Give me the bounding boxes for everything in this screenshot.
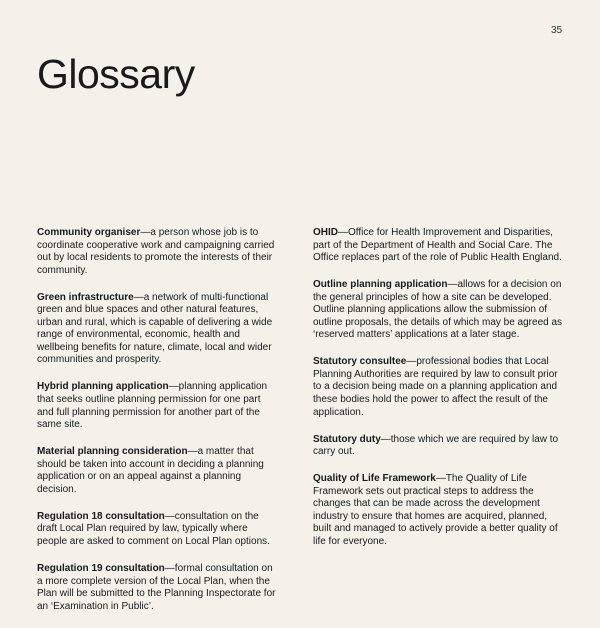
glossary-term: Quality of Life Framework — [313, 473, 436, 485]
glossary-definition: —planning application that seeks outline planning permission for one part and full planning permission for another part of the same site. — [37, 381, 268, 431]
glossary-column-right — [313, 227, 568, 563]
glossary-entry-quality-of-life-framework — [313, 473, 568, 548]
glossary-term: Statutory consultee — [313, 356, 407, 368]
glossary-entry-regulation-18-consultation — [37, 511, 277, 549]
glossary-entry-ohid — [313, 227, 568, 265]
glossary-entry-hybrid-planning-application — [37, 381, 277, 431]
glossary-entry-regulation-19-consultation — [37, 563, 277, 613]
glossary-term: Community organiser — [37, 227, 141, 238]
glossary-term: Green infrastructure — [37, 291, 134, 303]
glossary-entry-green-infrastructure — [37, 292, 277, 367]
glossary-term: OHID — [313, 227, 338, 238]
glossary-definition: —formal consultation on a more complete version of the Local Plan, when the Plan will be submitted to the Planning Inspectorate for an ‘Examination in Public’. — [37, 562, 276, 612]
glossary-term: Statutory duty — [313, 433, 381, 445]
glossary-term: Material planning consideration — [37, 446, 188, 458]
glossary-definition: —those which we are required by law to carry out. — [313, 433, 559, 458]
glossary-definition: —a person whose job is to coordinate cooperative work and campaigning carried out by local residents to promote the interests of their community. — [37, 227, 275, 276]
glossary-term: Outline planning application — [313, 279, 448, 291]
glossary-definition: —a matter that should be taken into account in deciding a planning application or on an appeal against a planning decision. — [37, 446, 264, 495]
glossary-definition: —The Quality of Life Framework sets out practical steps to address the changes that can be made across the development industry to ensure that homes are acquired, planned, built and managed to actively provide a better quality of life for everyone. — [313, 473, 558, 547]
glossary-definition: —a network of multi-functional green and blue spaces and other natural features, urban and rural, which is capable of delivering a wide range of environmental, economic, health and wellbeing benefits for nature, climate, local and wider communities and prosperity. — [37, 291, 273, 366]
glossary-entry-outline-planning-application — [313, 279, 568, 342]
glossary-entry-community-organiser — [37, 227, 277, 277]
glossary-entry-material-planning-consideration — [37, 446, 277, 496]
glossary-entry-statutory-duty — [313, 434, 568, 459]
glossary-column-left — [37, 227, 277, 628]
glossary-definition: —Office for Health Improvement and Disparities, part of the Department of Health and Social Care. The Office replaces part of the role of Public Health England. — [313, 227, 562, 264]
glossary-term: Regulation 18 consultation — [37, 510, 165, 522]
page-title: Glossary — [37, 51, 195, 97]
page-number: 35 — [551, 25, 563, 36]
glossary-definition: —professional bodies that Local Planning Authorities are required by law to consult prior to a decision being made on a planning application and these bodies hold the power to affect the result of the application. — [313, 356, 558, 418]
glossary-definition: —consultation on the draft Local Plan required by law, typically where people are asked to comment on Local Plan options. — [37, 510, 270, 547]
glossary-term: Hybrid planning application — [37, 381, 169, 393]
glossary-definition: —allows for a decision on the general principles of how a site can be developed. Outline planning applications allow the submission of outline proposals, the details of which may be agreed as ‘reserved matters’ applications at a later stage. — [313, 279, 563, 341]
glossary-entry-statutory-consultee — [313, 356, 568, 419]
glossary-term: Regulation 19 consultation — [37, 562, 165, 574]
